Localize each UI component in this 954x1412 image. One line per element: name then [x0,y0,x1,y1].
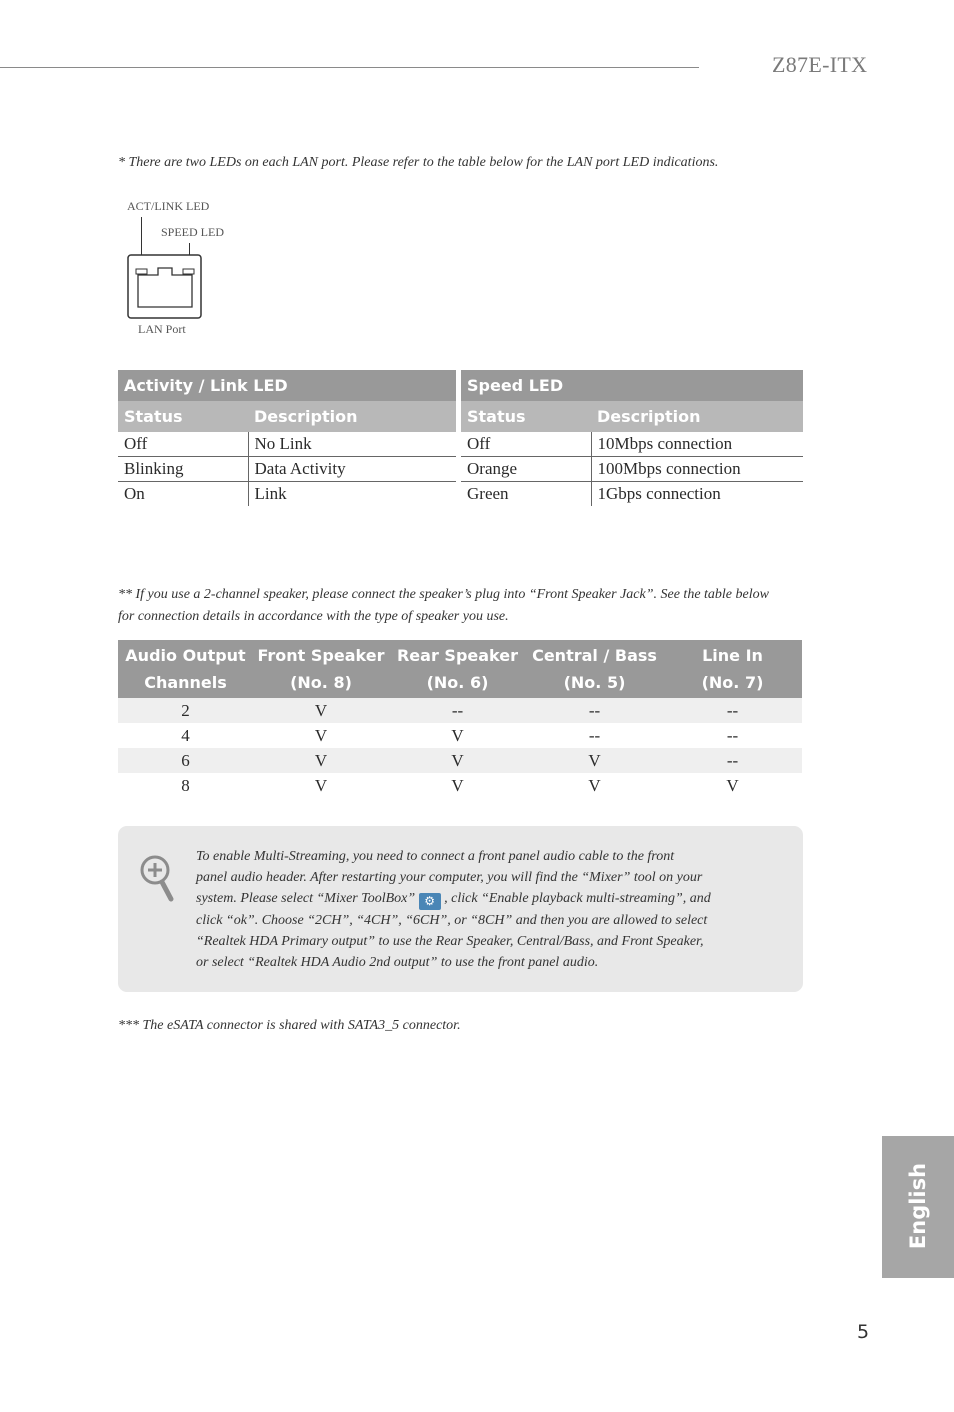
table-row [461,457,803,482]
speed-status-cell: Orange [461,457,591,482]
activity-status-cell: Blinking [118,457,248,482]
table-cell: V [588,775,601,795]
table-row [118,748,802,773]
speed-header-status: Status [461,401,591,432]
table-cell: V [389,748,526,773]
speed-led-table [461,370,803,506]
speed-table-title: Speed LED [461,370,803,401]
header-front-speaker: Front Speaker (No. 8) [253,640,389,698]
table-cell: V [253,748,389,773]
tip-line: “Realtek HDA Primary output” to use the Rear Speaker, Central/Bass, and Front Speaker, [196,934,704,949]
model-name: Z87E-ITX [772,52,868,77]
table-cell: 6 [118,748,253,773]
table-cell: -- [663,748,802,773]
activity-table-title: Activity / Link LED [118,370,456,401]
table-cell: V [314,775,328,795]
table-row [118,698,802,723]
speed-status-cell: Off [461,432,591,457]
table-cell: V [726,775,739,795]
magnifier-plus-icon [138,853,178,905]
table-cell: V [526,748,663,773]
table-row [118,482,456,507]
speed-status-cell: Green [467,484,509,503]
header-rear-speaker: Rear Speaker (No. 6) [389,640,526,698]
activity-header-description: Description [248,401,456,432]
act-link-led-label: ACT/LINK LED [127,199,210,213]
activity-description-cell: No Link [248,432,456,457]
speaker-note-line2: for connection details in accordance with the type of speaker you use. [118,609,509,624]
tip-line: or select “Realtek HDA Audio 2nd output” to use the front panel audio. [196,955,599,970]
table-cell: -- [526,698,663,723]
tip-text [196,846,756,973]
activity-description-cell: Link [248,482,456,507]
audio-output-table [118,640,802,798]
esata-note: *** The eSATA connector is shared with SATA3_5 connector. [118,1018,461,1033]
tip-line: panel audio header. After restarting your computer, you will find the “Mixer” tool on your [196,870,703,885]
activity-status-cell: Off [118,432,248,457]
table-row [461,482,803,507]
table-cell: V [253,698,389,723]
table-cell: -- [663,698,802,723]
speaker-note-line1: ** If you use a 2-channel speaker, please connect the speaker’s plug into “Front Speaker Jack”. See the table below [118,587,769,602]
activity-link-led-table [118,370,456,506]
header-central-bass: Central / Bass (No. 5) [526,640,663,698]
table-row [461,432,803,457]
table-row [118,773,802,798]
tip-line: system. Please select “Mixer ToolBox” ⚙ , click “Enable playback multi-streaming”, and [196,891,711,908]
mixer-toolbox-icon: ⚙ [419,893,441,910]
header-rule [0,67,699,68]
speed-led-label: SPEED LED [161,225,224,239]
table-cell: 2 [118,698,253,723]
speed-description-cell: 1Gbps connection [591,482,803,507]
table-cell: V [314,725,328,745]
header-audio-output-channels: Audio Output Channels [118,640,253,698]
header-line-in: Line In (No. 7) [663,640,802,698]
speed-header-description: Description [591,401,803,432]
table-cell: 8 [181,775,190,795]
lan-port-icon [126,253,204,321]
lan-port-label: LAN Port [138,322,186,336]
table-cell: V [451,725,464,745]
activity-header-status: Status [118,401,248,432]
lan-note: * There are two LEDs on each LAN port. Please refer to the table below for the LAN port LED indications. [118,155,719,170]
page-number: 5 [857,1321,870,1343]
speed-description-cell: 100Mbps connection [591,457,803,482]
table-cell: -- [726,725,739,745]
activity-description-cell: Data Activity [248,457,456,482]
tip-line: To enable Multi-Streaming, you need to connect a front panel audio cable to the front [196,849,675,864]
table-cell: V [451,775,464,795]
language-tab-label: English [906,1162,930,1250]
speed-description-cell: 10Mbps connection [591,432,803,457]
table-cell: 4 [181,725,190,745]
table-cell: -- [588,725,601,745]
table-row [118,457,456,482]
activity-status-cell: On [124,484,145,503]
table-cell: -- [389,698,526,723]
tip-line: click “ok”. Choose “2CH”, “4CH”, “6CH”, or “8CH” and then you are allowed to select [196,913,708,928]
table-row [118,432,456,457]
table-row [118,723,802,748]
